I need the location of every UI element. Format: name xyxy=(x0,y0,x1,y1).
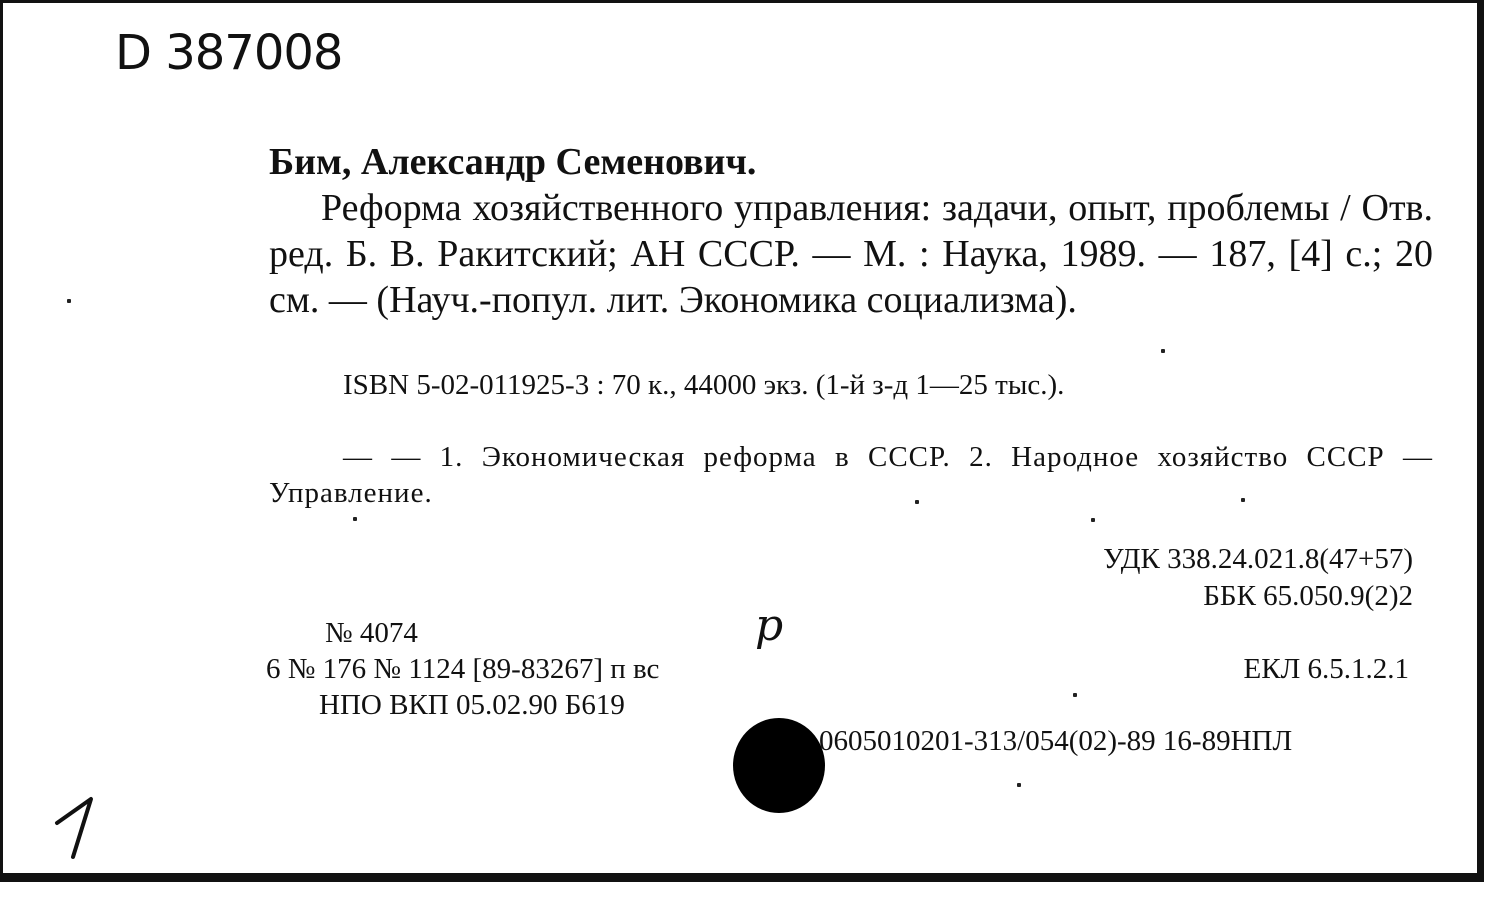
speck xyxy=(67,299,71,303)
order-line: 6 № 176 № 1124 [89-83267] п вс xyxy=(266,653,660,685)
bibliographic-description xyxy=(269,185,1433,323)
handwritten-number xyxy=(49,793,109,863)
udc-code: УДК 338.24.021.8(47+57) xyxy=(1103,543,1413,575)
card-number: № 4074 xyxy=(325,617,418,649)
speck xyxy=(1017,783,1021,787)
isbn-line: ISBN 5-02-011925-3 : 70 к., 44000 экз. (1-й з-д 1—25 тыс.). xyxy=(343,369,1065,401)
speck xyxy=(915,500,919,504)
subject-headings xyxy=(269,439,1433,511)
npo-line: НПО ВКП 05.02.90 Б619 xyxy=(319,689,625,721)
speck xyxy=(1241,498,1245,502)
subjects-text: — — 1. Экономическая реформа в СССР. 2. Народное хозяйство СССР — Управление. xyxy=(269,441,1433,509)
handwritten-mark: р xyxy=(755,600,784,651)
publication-code: 0605010201-313/054(02)-89 16-89НПЛ xyxy=(819,725,1293,757)
call-number: D 387008 xyxy=(115,25,343,81)
author-heading: Бим, Александр Семенович. xyxy=(269,141,757,183)
speck xyxy=(353,517,357,521)
speck xyxy=(1091,518,1095,522)
punch-hole xyxy=(733,718,825,813)
speck xyxy=(1161,349,1165,353)
description-text: Реформа хозяйственного управления: задачи, опыт, проблемы / Отв. ред. Б. В. Ракитский; АН СССР. — М. : Наука, 1989. — 187, [4] с.; 20 см. — (Науч.-попул. лит. Экономика социализма). xyxy=(269,187,1433,321)
bbk-code: ББК 65.050.9(2)2 xyxy=(1203,580,1413,612)
speck xyxy=(1073,693,1077,697)
ekl-code: ЕКЛ 6.5.1.2.1 xyxy=(1243,653,1409,685)
